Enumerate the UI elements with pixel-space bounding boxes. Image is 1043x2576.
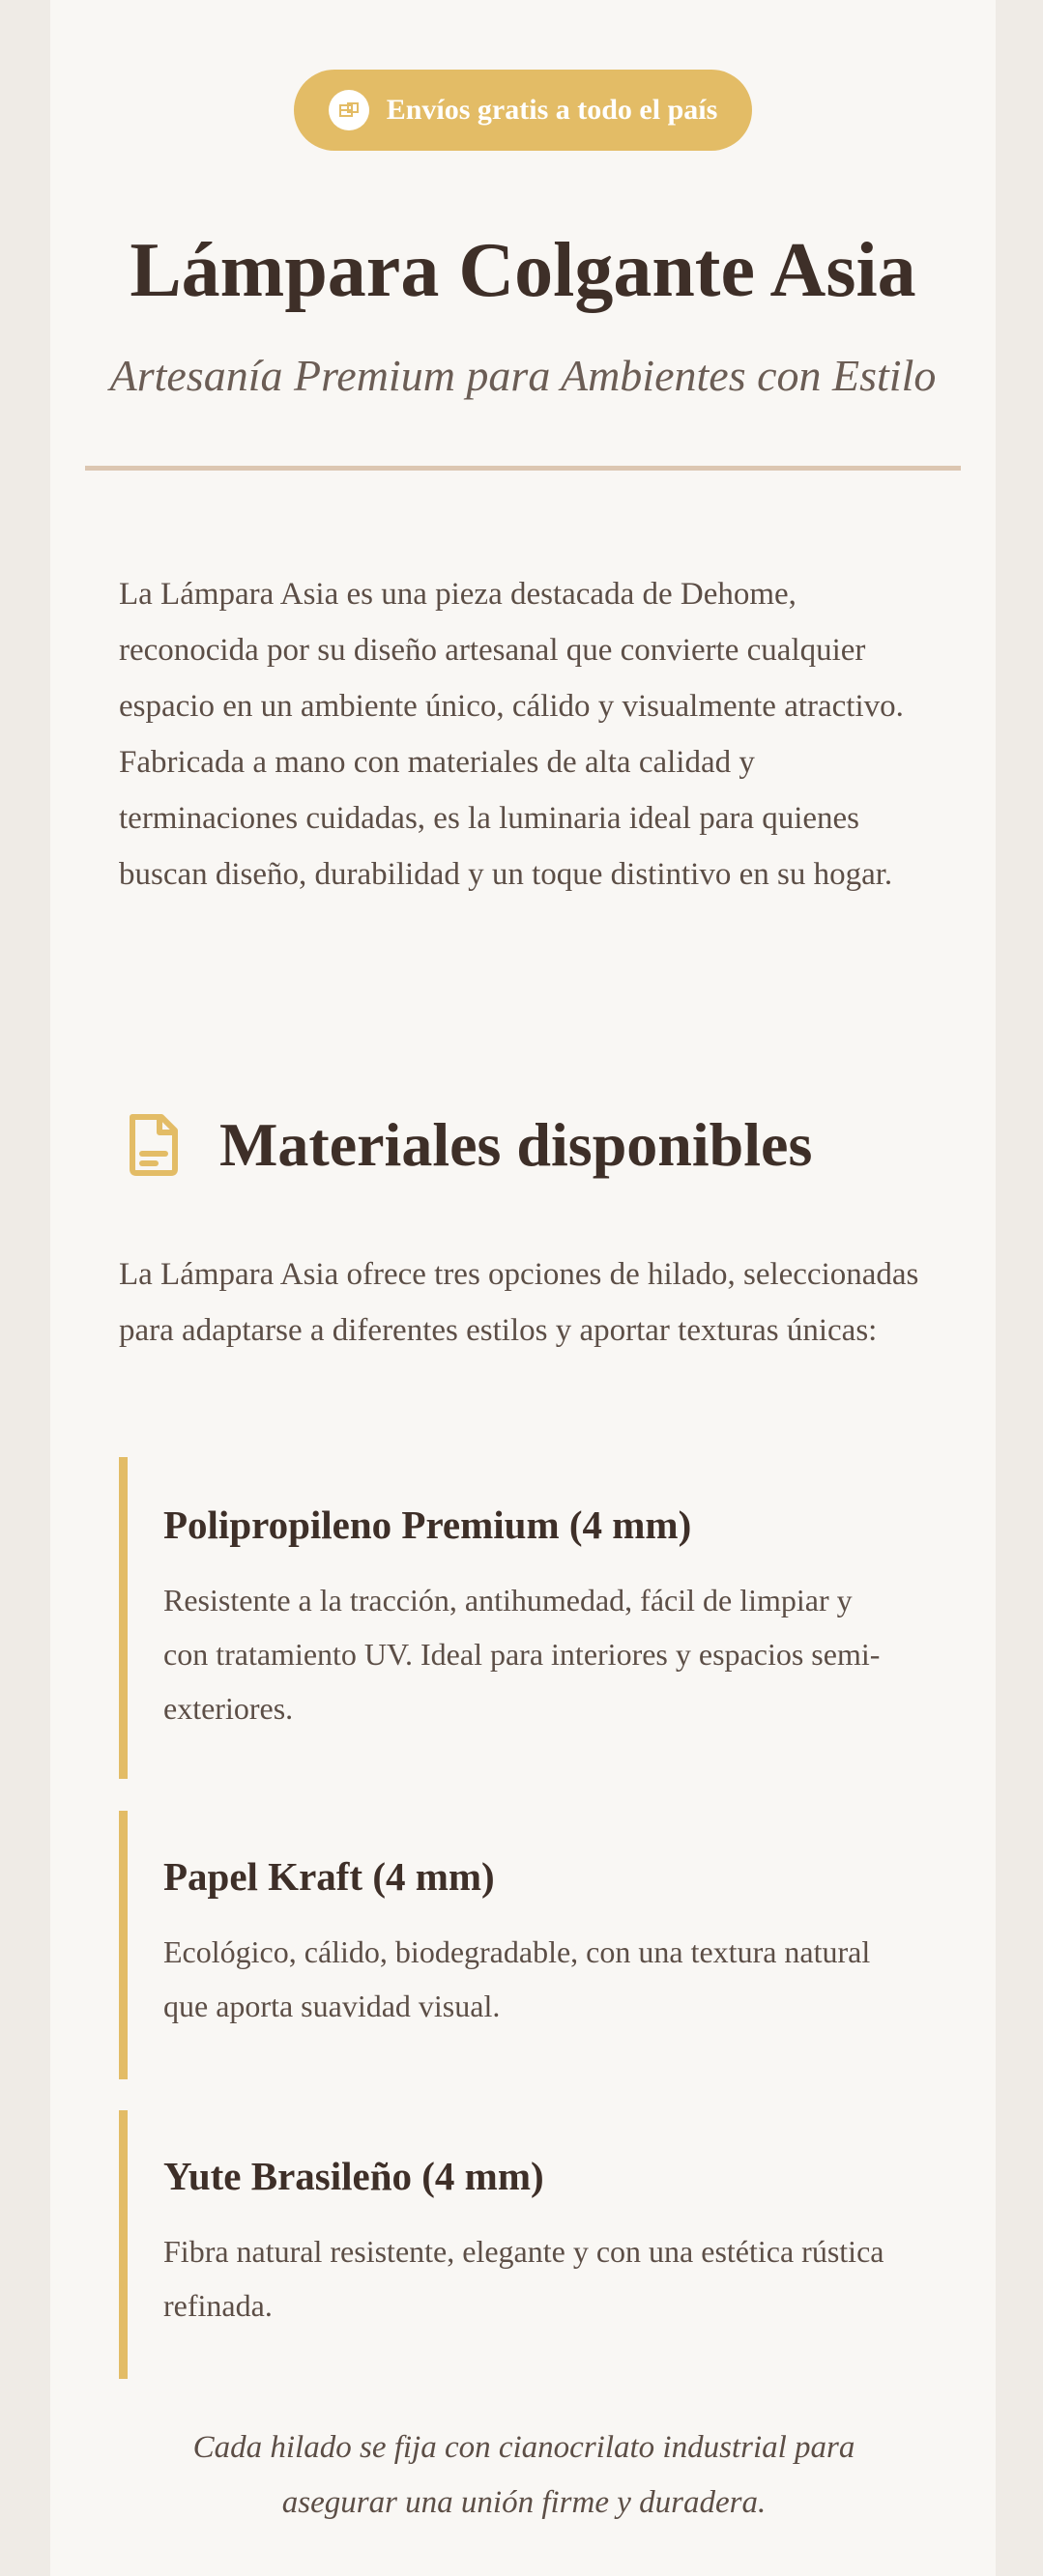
material-description: Fibra natural resistente, elegante y con una estética rústica refinada.: [163, 2234, 884, 2323]
material-name: Polipropileno Premium (4 mm): [163, 1503, 692, 1547]
divider: [85, 466, 961, 471]
page-subtitle: Artesanía Premium para Ambientes con Estilo: [109, 351, 937, 400]
material-card: [119, 1811, 931, 2079]
material-name: Papel Kraft (4 mm): [163, 1854, 495, 1899]
badge-container: [50, 70, 996, 151]
material-card: [119, 1457, 931, 1779]
free-shipping-badge: [294, 70, 753, 151]
material-card: [119, 2110, 931, 2379]
content-page: [50, 0, 996, 2576]
materials-note: Cada hilado se fija con cianocrilato industrial para asegurar una unión firme y duradera.: [192, 2430, 855, 2520]
intro-paragraph: La Lámpara Asia es una pieza destacada de Dehome, reconocida por su diseño artesanal que convierte cualquier espacio en un ambiente único, cálido y visualmente atractivo. Fabricada a mano con materiales de alta calidad y terminaciones cuidadas, es la luminaria ideal para quienes buscan diseño, durabilidad y un toque distintivo en su hogar.: [119, 577, 904, 892]
materials-title: Materiales disponibles: [219, 1110, 813, 1179]
materials-heading: [119, 1102, 812, 1188]
material-description: Ecológico, cálido, biodegradable, con una textura natural que aporta suavidad visual.: [163, 1934, 871, 2023]
materials-intro: La Lámpara Asia ofrece tres opciones de hilado, seleccionadas para adaptarse a diferentes estilos y aportar texturas únicas:: [119, 1257, 919, 1348]
material-name: Yute Brasileño (4 mm): [163, 2154, 544, 2198]
box-icon: [329, 90, 369, 130]
document-icon: [119, 1109, 190, 1181]
material-description: Resistente a la tracción, antihumedad, fácil de limpiar y con tratamiento UV. Ideal para interiores y espacios semi-exteriores.: [163, 1583, 881, 1726]
page-title: Lámpara Colgante Asia: [130, 228, 916, 313]
badge-label: Envíos gratis a todo el país: [386, 94, 718, 126]
